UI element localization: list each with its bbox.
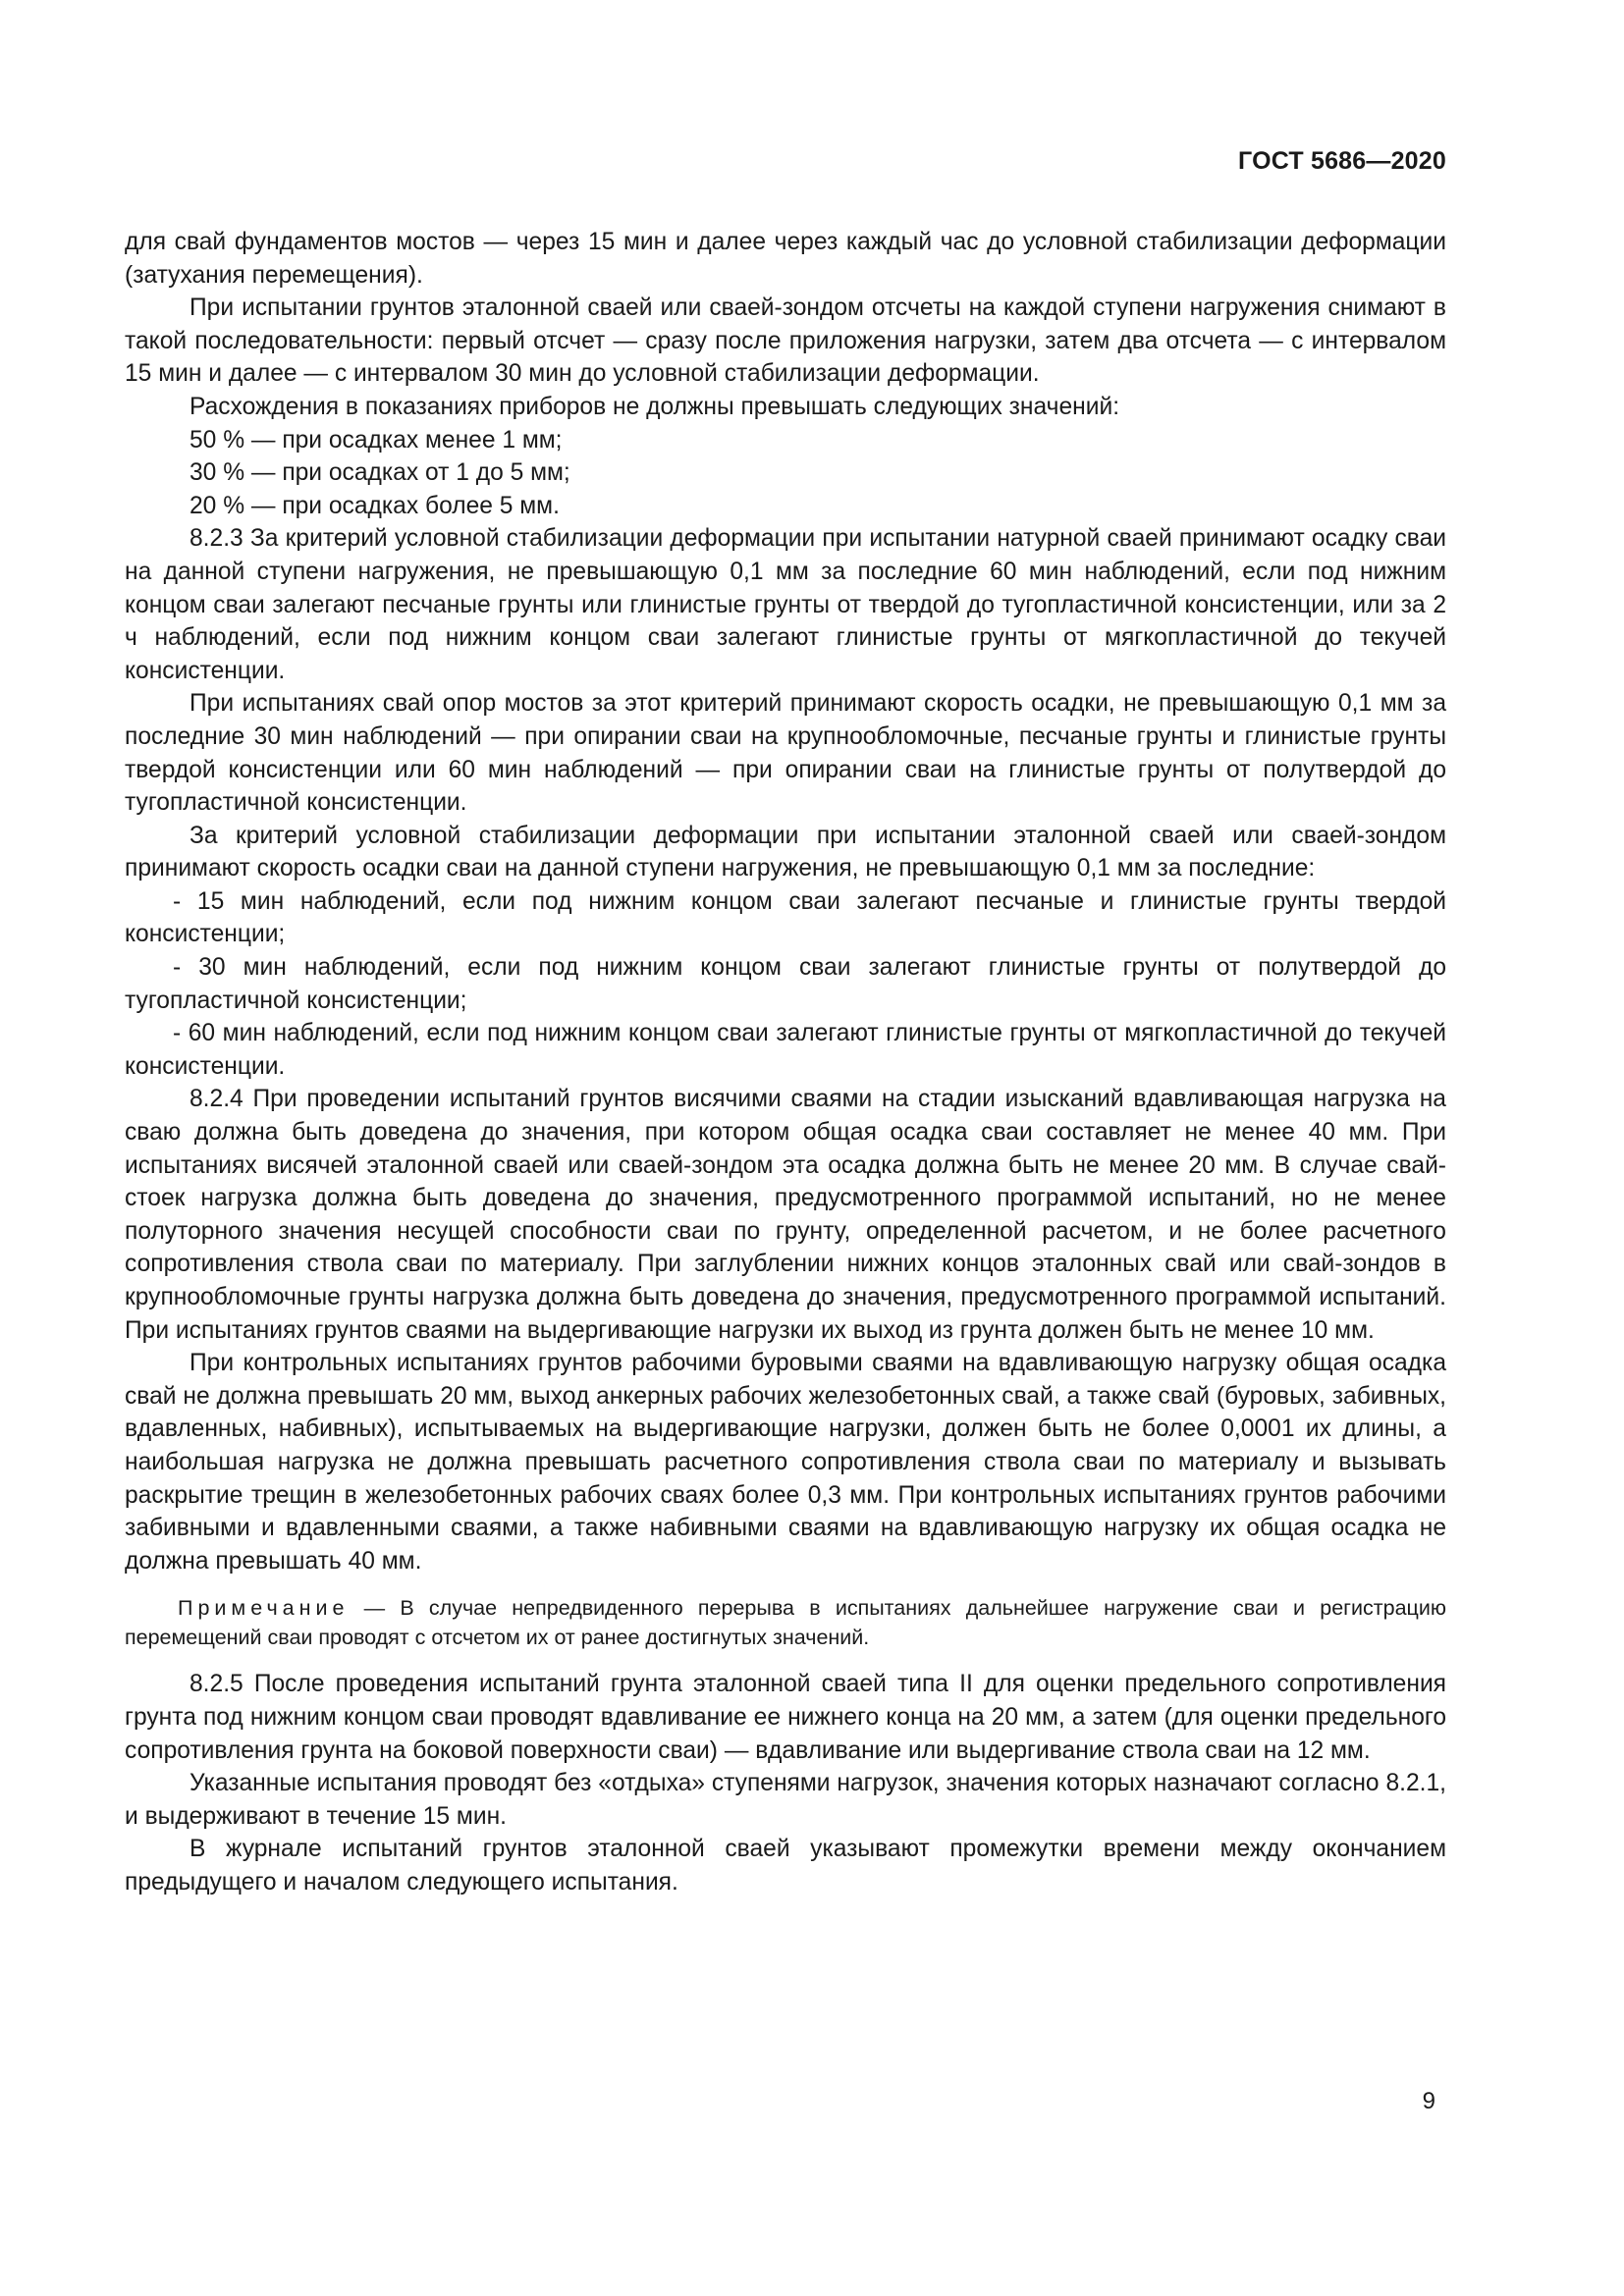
dash-list-item: - 15 мин наблюдений, если под нижним концом сваи залегают песчаные и глинистые грунты твердой консистенции; [125,887,1446,948]
document-id-header: ГОСТ 5686—2020 [1238,147,1446,175]
paragraph: При контрольных испытаниях грунтов рабочими буровыми сваями на вдавливающую нагрузку общая осадка свай не должна превышать 20 мм, выход анкерных рабочих железобетонных свай, а также свай (буровых, забивных, вдавленных, набивных), испытываемых на выдергивающие нагрузки, должен быть не более 0,0001 их длины, а наибольшая нагрузка не должна превышать расчетного сопротивления ствола сваи по материалу и вызывать раскрытие трещин в железобетонных рабочих сваях более 0,3 мм. При контрольных испытаниях грунтов рабочими забивными и вдавленными сваями, а также набивными сваями на вдавливающую нагрузку их общая осадка не должна превышать 40 мм. [125,1350,1446,1575]
document-body [125,226,1446,1899]
paragraph-8-2-3: 8.2.3 За критерий условной стабилизации деформации при испытании натурной сваей принимают осадку сваи на данной ступени нагружения, не превышающую 0,1 мм за последние 60 мин наблюдений, если под нижним концом сваи залегают песчаные грунты или глинистые грунты от твердой до тугопластичной консистенции, или за 2 ч наблюдений, если под нижним концом сваи залегают глинистые грунты от мягкопластичной до текучей консистенции. [125,525,1446,684]
note-text: — В случае непредвиденного перерыва в испытаниях дальнейшее нагружение сваи и регистрацию перемещений сваи проводят с отсчетом их от ранее достигнутых значений. [125,1596,1446,1650]
paragraph-8-2-4: 8.2.4 При проведении испытаний грунтов висячими сваями на стадии изысканий вдавливающая нагрузка на сваю должна быть доведена до значения, при котором общая осадка сваи составляет не менее 40 мм. При испытаниях висячей эталонной сваей или сваей-зондом эта осадка должна быть не менее 20 мм. В случае свай-стоек нагрузка должна быть доведена до значения, предусмотренного программой испытаний, но не менее полуторного значения несущей способности сваи по грунту, определенной расчетом, и не более расчетного сопротивления ствола сваи по материалу. При заглублении нижних концов эталонных свай или свай-зондов в крупнообломочные грунты нагрузка должна быть доведена до значения, предусмотренного программой испытаний. При испытаниях грунтов сваями на выдергивающие нагрузки их выход из грунта должен быть не менее 10 мм. [125,1086,1446,1344]
paragraph: В журнале испытаний грунтов эталонной сваей указывают промежутки времени между окончанием предыдущего и началом следующего испытания. [125,1836,1446,1896]
dash-list-item: - 30 мин наблюдений, если под нижним концом сваи залегают глинистые грунты от полутвердой до тугопластичной консистенции; [125,954,1446,1014]
list-item: 30 % — при осадках от 1 до 5 мм; [189,459,570,487]
paragraph: Расхождения в показаниях приборов не должны превышать следующих значений: [189,393,1120,420]
paragraph: При испытаниях свай опор мостов за этот критерий принимают скорость осадки, не превышающую 0,1 мм за последние 30 мин наблюдений — при опирании сваи на крупнообломочные, песчаные грунты и глинистые грунты твердой консистенции или 60 мин наблюдений — при опирании сваи на глинистые грунты от полутвердой до тугопластичной консистенции. [125,690,1446,817]
paragraph: За критерий условной стабилизации деформации при испытании эталонной сваей или сваей-зондом принимают скорость осадки сваи на данной ступени нагружения, не превышающую 0,1 мм за последние: [125,822,1446,882]
list-item: 50 % — при осадках менее 1 мм; [189,426,563,454]
paragraph-8-2-5: 8.2.5 После проведения испытаний грунта эталонной сваей типа II для оценки предельного сопротивления грунта под нижним концом сваи проводят вдавливание ее нижнего конца на 20 мм, а затем (для оценки предельного сопротивления грунта на боковой поверхности сваи) — вдавливание или выдергивание ствола сваи на 12 мм. [125,1671,1446,1764]
paragraph: Указанные испытания проводят без «отдыха» ступенями нагрузок, значения которых назначают согласно 8.2.1, и выдерживают в течение 15 мин. [125,1770,1446,1830]
paragraph: При испытании грунтов эталонной сваей или сваей-зондом отсчеты на каждой ступени нагружения снимают в такой последовательности: первый отсчет — сразу после приложения нагрузки, затем два отсчета — с интервалом 15 мин и далее — с интервалом 30 мин до условной стабилизации деформации. [125,294,1446,388]
list-item: 20 % — при осадках более 5 мм. [189,492,560,519]
paragraph: для свай фундаментов мостов — через 15 мин и далее через каждый час до условной стабилизации деформации (затухания перемещения). [125,229,1446,289]
page-number: 9 [1422,2088,1435,2114]
note [125,1593,1446,1652]
dash-list-item: - 60 мин наблюдений, если под нижним концом сваи залегают глинистые грунты от мягкопластичной до текучей консистенции. [125,1020,1446,1080]
note-lead: Примечание [178,1596,350,1621]
